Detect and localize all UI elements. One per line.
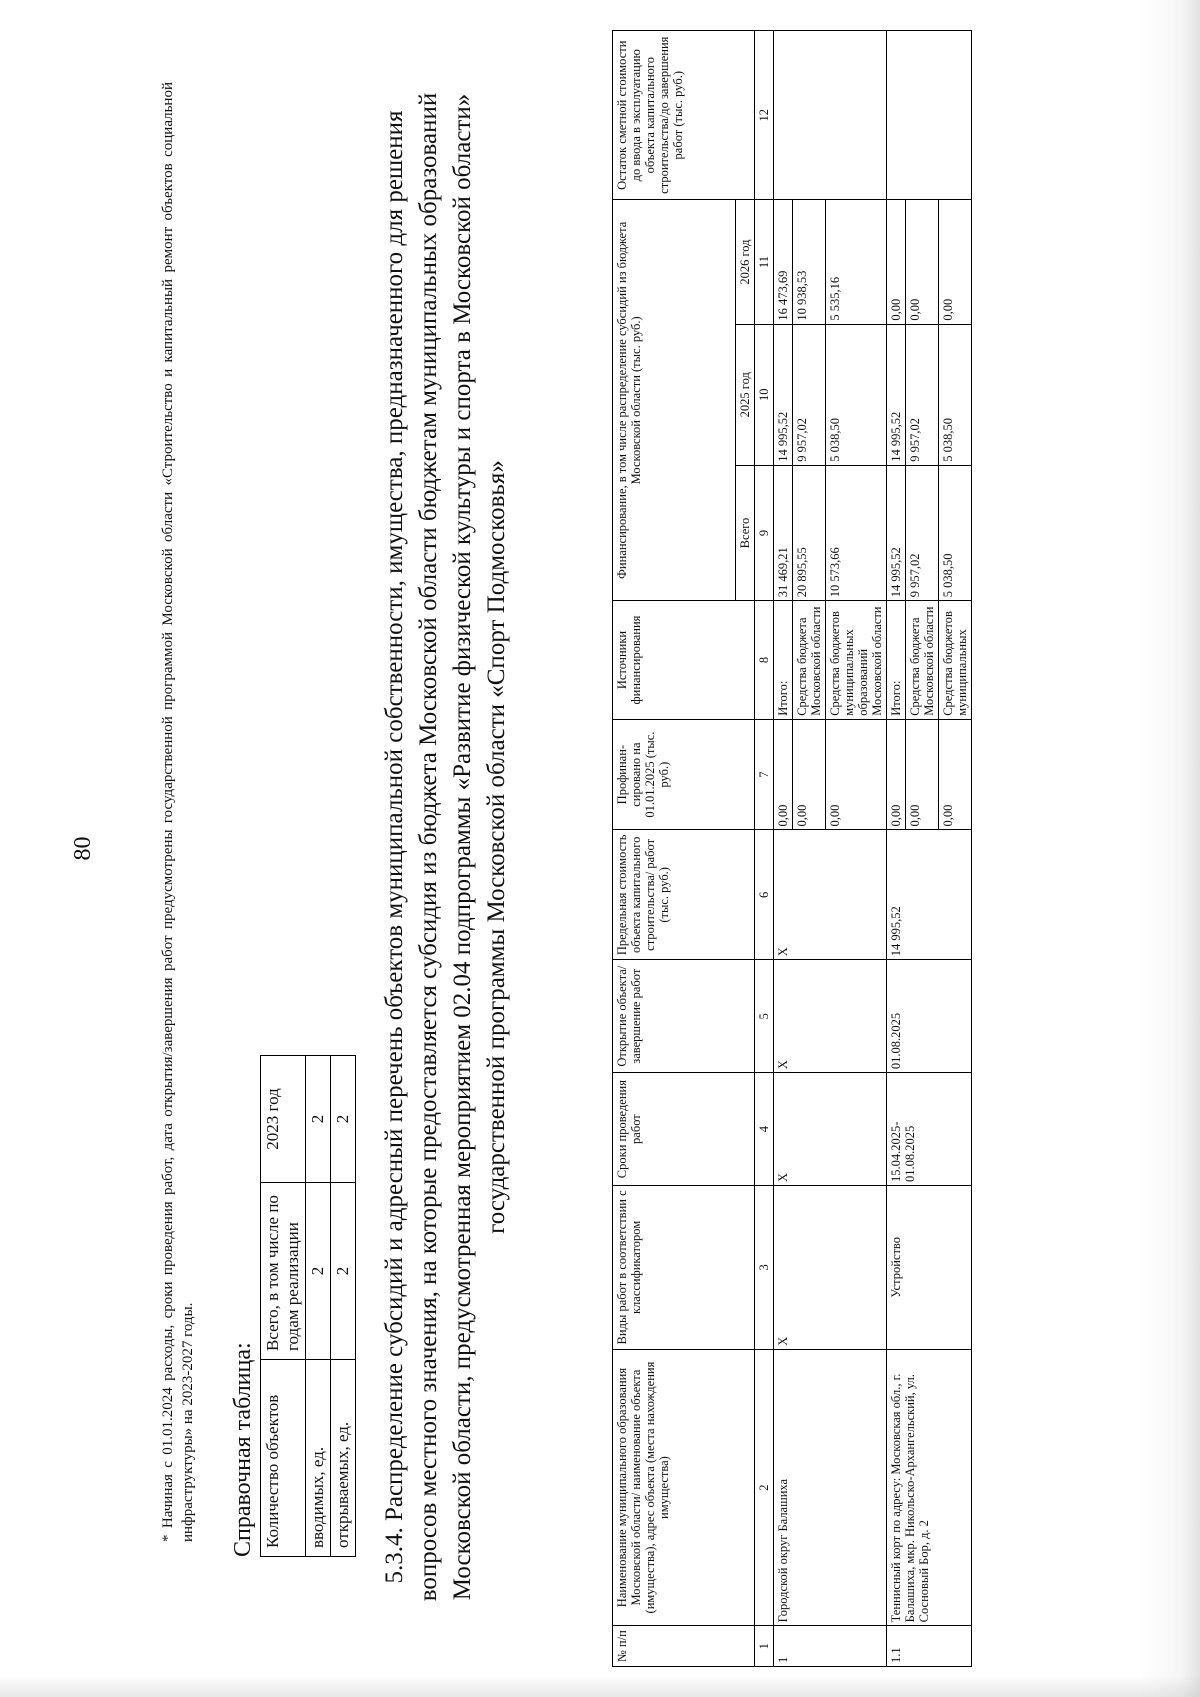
row-number: 1.1	[887, 1626, 972, 1667]
ref-cell: вводимых, ед.	[306, 1360, 331, 1557]
funding-source: Итого:	[774, 601, 793, 720]
reference-table-title: Справочная таблица:	[230, 1342, 256, 1557]
limit-cost: Х	[774, 830, 887, 960]
value-2026: 16 473,69	[774, 200, 793, 324]
total-value: 14 995,52	[887, 465, 906, 600]
subsidy-table	[612, 30, 972, 1667]
value-2026: 0,00	[887, 200, 906, 324]
funding-source: Средства бюджетов муниципальных образований Московской области	[826, 601, 887, 720]
value-2025: 9 957,02	[906, 324, 939, 465]
funding-source: Итого:	[887, 601, 906, 720]
column-number: 1	[755, 1626, 774, 1667]
prefinanced-value: 0,00	[906, 719, 939, 830]
header-works: Виды работ в соответствии с классификатором	[613, 1186, 755, 1350]
remaining-value	[887, 31, 972, 200]
value-2026: 0,00	[906, 200, 939, 324]
header-open: Открытие объекта/ завершение работ	[613, 960, 755, 1073]
column-number: 11	[755, 200, 774, 324]
footnote: * Начиная с 01.01.2024 расходы, сроки проведения работ, дата открытия/завершения работ предусмотрены государственной программой Московской области «Строительство и капитальный ремонт объектов социальной инфраструктуры» на 2023-2027 годы.	[160, 82, 196, 1542]
ref-cell: открываемых, ед.	[331, 1360, 356, 1557]
table-row	[887, 31, 906, 1667]
prefinanced-value: 0,00	[826, 719, 887, 830]
work-dates: Х	[774, 1073, 887, 1186]
header-financing: Финансирование, в том числе распределение субсидий из бюджета Московской области (тыс. руб.)	[613, 200, 736, 601]
header-total: Всего	[736, 465, 755, 600]
reference-table	[260, 1055, 356, 1557]
value-2026: 10 938,53	[793, 200, 826, 324]
work-dates: 15.04.2025-01.08.2025	[887, 1073, 972, 1186]
funding-source: Средства бюджета Московской области	[906, 601, 939, 720]
header-limit: Предельная стоимость объекта капитального строительства/ работ (тыс. руб.)	[613, 830, 755, 960]
table-header-row	[613, 31, 736, 1667]
value-2025: 5 038,50	[939, 324, 972, 465]
column-number: 5	[755, 960, 774, 1073]
ref-header-count: Количество объектов	[261, 1360, 306, 1557]
reference-table-row	[306, 1056, 331, 1557]
value-2026: 0,00	[939, 200, 972, 324]
header-2025: 2025 год	[736, 324, 755, 465]
limit-cost: 14 995,52	[887, 830, 972, 960]
prefinanced-value: 0,00	[939, 719, 972, 830]
works-type: Устройство	[887, 1186, 972, 1350]
section-title: 5.3.4. Распределение субсидий и адресный перечень объектов муниципальной собственности, имущества, предназначенного для решения вопросов местного значения, на которые предоставляется субсидия из бюджета Московской области бюджетам муниципальных образований Московской области, предусмотренная мероприятием 02.04 подпрограммы «Развитие физической культуры и спорта в Московской области» государственной программы Московской области «Спорт Подмосковья»	[381, 92, 510, 1602]
total-value: 10 573,66	[826, 465, 887, 600]
header-name: Наименование муниципального образования Московской области/ наименование объекта (имущества), адрес объекта (места нахождения имущества)	[613, 1349, 755, 1626]
reference-table-row	[331, 1056, 356, 1557]
total-value: 9 957,02	[906, 465, 939, 600]
reference-table-header	[261, 1056, 306, 1557]
ref-header-total: Всего, в том числе по годам реализации	[261, 1183, 306, 1360]
object-name: Теннисный корт по адресу: Московская обл., г. Балашиха, мкр. Никольско-Архангельский, ул. Сосновый Бор, д. 2	[887, 1349, 972, 1626]
table-row	[774, 31, 793, 1667]
header-remaining: Остаток сметной стоимости до ввода в эксплуатацию объекта капитального строительства/до завершения работ (тыс. руб.)	[613, 31, 755, 200]
prefinanced-value: 0,00	[793, 719, 826, 830]
ref-cell: 2	[331, 1183, 356, 1360]
total-value: 20 895,55	[793, 465, 826, 600]
header-sources: Источники финансирования	[613, 601, 755, 720]
municipality-name: Городской округ Балашиха	[774, 1349, 887, 1626]
column-number: 4	[755, 1073, 774, 1186]
remaining-value	[774, 31, 887, 200]
column-number: 7	[755, 719, 774, 830]
column-number: 8	[755, 601, 774, 720]
row-number: 1	[774, 1626, 887, 1667]
works-type: Х	[774, 1186, 887, 1350]
column-number: 2	[755, 1349, 774, 1626]
funding-source: Средства бюджетов муниципальных	[939, 601, 972, 720]
column-number: 9	[755, 465, 774, 600]
column-number: 12	[755, 31, 774, 200]
header-prefinanced: Профинан-сировано на 01.01.2025 (тыс. руб.)	[613, 719, 755, 830]
column-number: 6	[755, 830, 774, 960]
ref-header-2023: 2023 год	[261, 1056, 306, 1183]
value-2025: 14 995,52	[887, 324, 906, 465]
header-2026: 2026 год	[736, 200, 755, 324]
prefinanced-value: 0,00	[887, 719, 906, 830]
page-number: 80	[70, 836, 96, 861]
column-number-row	[755, 31, 774, 1667]
ref-cell: 2	[306, 1183, 331, 1360]
open-date: Х	[774, 960, 887, 1073]
ref-cell: 2	[306, 1056, 331, 1183]
value-2025: 5 038,50	[826, 324, 887, 465]
value-2025: 14 995,52	[774, 324, 793, 465]
prefinanced-value: 0,00	[774, 719, 793, 830]
ref-cell: 2	[331, 1056, 356, 1183]
header-num: № п/п	[613, 1626, 755, 1667]
total-value: 31 469,21	[774, 465, 793, 600]
value-2025: 9 957,02	[793, 324, 826, 465]
column-number: 3	[755, 1186, 774, 1350]
open-date: 01.08.2025	[887, 960, 972, 1073]
total-value: 5 038,50	[939, 465, 972, 600]
column-number: 10	[755, 324, 774, 465]
funding-source: Средства бюджета Московской области	[793, 601, 826, 720]
header-dates: Сроки проведения работ	[613, 1073, 755, 1186]
value-2026: 5 535,16	[826, 200, 887, 324]
